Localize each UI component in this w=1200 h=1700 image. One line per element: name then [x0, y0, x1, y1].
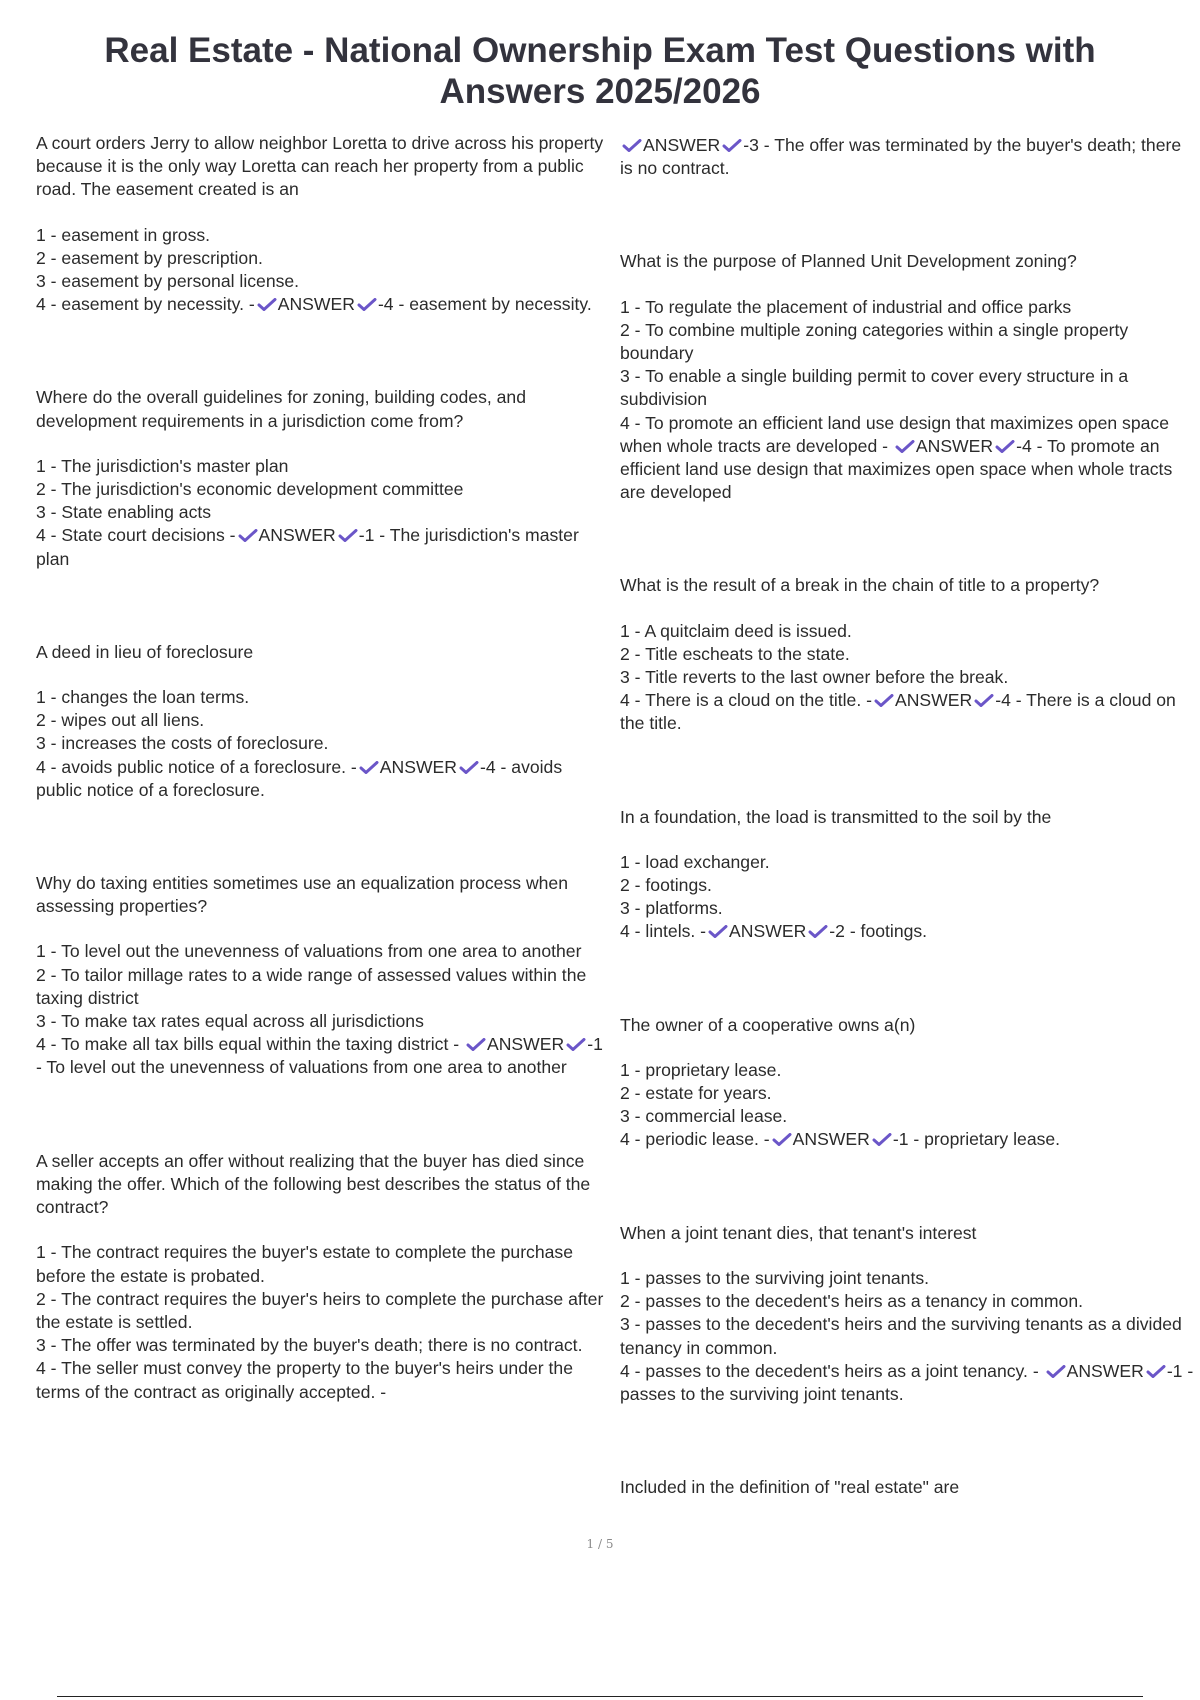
option: 2 - To tailor millage rates to a wide range of assessed values within the taxing district	[36, 964, 587, 1008]
option-with-answer	[620, 689, 1194, 735]
answer-label: ANSWER	[258, 525, 336, 546]
option: 2 - estate for years.	[620, 1083, 772, 1104]
answer-label: ANSWER	[894, 690, 973, 711]
answer-text: -1 - proprietary lease.	[892, 1129, 1061, 1150]
option: 3 - The offer was terminated by the buyer's death; there is no contract.	[36, 1335, 583, 1356]
answer-options	[620, 296, 1194, 505]
checkmark-icon	[466, 1038, 486, 1051]
right-column	[620, 132, 1194, 1499]
answer-text: -2 - footings.	[829, 921, 928, 942]
option: 1 - The contract requires the buyer's estate to complete the purchase before the estate is probated.	[36, 1242, 574, 1286]
answer-label: ANSWER	[915, 435, 994, 456]
option: 1 - easement in gross.	[36, 224, 211, 245]
option: 3 - easement by personal license.	[36, 271, 300, 292]
option: 4 - lintels. -	[620, 921, 707, 942]
answer-options	[620, 851, 1194, 944]
option: 2 - To combine multiple zoning categories within a single property boundary	[620, 319, 1129, 364]
option: 3 - commercial lease.	[620, 1106, 788, 1127]
answer-label: ANSWER	[792, 1129, 870, 1150]
answer-text: -1 - passes to the surviving joint tenants.	[620, 1360, 1194, 1404]
option-with-answer	[36, 1033, 610, 1079]
answer-text: -4 - easement by necessity.	[377, 294, 592, 315]
question-block	[36, 872, 610, 1080]
answer-label: ANSWER	[643, 135, 721, 155]
checkmark-icon	[974, 694, 994, 707]
checkmark-icon	[895, 440, 915, 453]
option: 3 - State enabling acts	[36, 502, 212, 523]
checkmark-icon	[722, 139, 742, 152]
footer-divider	[57, 1696, 1143, 1697]
checkmark-icon	[1046, 1365, 1066, 1378]
checkmark-icon	[622, 139, 642, 152]
checkmark-icon	[1146, 1365, 1166, 1378]
option-with-answer	[620, 134, 1194, 180]
option: 3 - To make tax rates equal across all jurisdictions	[36, 1011, 424, 1032]
option: 4 - avoids public notice of a foreclosure. -	[36, 756, 357, 777]
question-block	[36, 386, 610, 570]
option: 4 - easement by necessity. -	[36, 294, 255, 315]
checkmark-icon	[257, 298, 277, 311]
checkmark-icon	[459, 761, 479, 774]
answer-text: -4 - avoids public notice of a foreclosure.	[36, 756, 563, 800]
answer-options	[620, 1059, 1194, 1152]
question-text: Why do taxing entities sometimes use an equalization process when assessing properties?	[36, 873, 569, 917]
document-title: Real Estate - National Ownership Exam Test Questions with Answers 2025/2026	[104, 31, 1096, 111]
option: 1 - passes to the surviving joint tenants.	[620, 1267, 930, 1288]
answer-options	[36, 686, 610, 802]
answer-options	[620, 620, 1194, 736]
question-text: In a foundation, the load is transmitted to the soil by the	[620, 806, 1052, 827]
checkmark-icon	[808, 925, 828, 938]
answer-label: ANSWER	[729, 921, 807, 942]
question-text: The owner of a cooperative owns a(n)	[620, 1014, 916, 1035]
option: 2 - wipes out all liens.	[36, 710, 205, 731]
option: 2 - The jurisdiction's economic development committee	[36, 479, 464, 500]
checkmark-icon	[359, 761, 379, 774]
answer-text: -3 - The offer was terminated by the buyer's death; there is no contract.	[620, 135, 1182, 179]
checkmark-icon	[874, 694, 894, 707]
option: 1 - The jurisdiction's master plan	[36, 455, 289, 476]
question-text: A deed in lieu of foreclosure	[36, 641, 254, 662]
answer-options	[620, 1267, 1194, 1406]
question-text: A court orders Jerry to allow neighbor Loretta to drive across his property because it is the only way Loretta can reach her property from a public road. The easement created is an	[36, 133, 604, 200]
option: 3 - increases the costs of foreclosure.	[36, 733, 329, 754]
option: 1 - To regulate the placement of industrial and office parks	[620, 296, 1072, 317]
option: 2 - The contract requires the buyer's heirs to complete the purchase after the estate is settled.	[36, 1288, 604, 1332]
question-text: Where do the overall guidelines for zoning, building codes, and development requirements in a jurisdiction come from?	[36, 387, 527, 431]
answer-options	[36, 940, 610, 1079]
answer-text: -4 - To promote an efficient land use design that maximizes open space when whole tracts are developed	[620, 435, 1173, 503]
option: 3 - Title reverts to the last owner before the break.	[620, 667, 1009, 688]
page-number: 1 / 5	[586, 1537, 614, 1551]
question-block	[620, 1014, 1194, 1152]
option: 4 - To make all tax bills equal within the taxing district -	[36, 1034, 460, 1055]
answer-label: ANSWER	[277, 294, 355, 315]
question-block	[620, 1476, 1194, 1499]
option: 2 - easement by prescription.	[36, 247, 263, 268]
question-block	[620, 574, 1194, 735]
option: 4 - To promote an efficient land use design that maximizes open space when whole tracts are developed -	[620, 412, 1169, 456]
option-with-answer	[620, 412, 1194, 505]
answer-label: ANSWER	[486, 1034, 565, 1055]
checkmark-icon	[566, 1038, 586, 1051]
question-block	[620, 806, 1194, 944]
left-column	[36, 132, 610, 1404]
option: 2 - Title escheats to the state.	[620, 643, 850, 664]
answer-options	[36, 455, 610, 571]
option: 4 - The seller must convey the property to the buyer's heirs under the terms of the contract as originally accepted. -	[36, 1358, 573, 1402]
question-text: When a joint tenant dies, that tenant's interest	[620, 1222, 977, 1243]
question-text: A seller accepts an offer without realizing that the buyer has died since making the offer. Which of the following best describes the status of the contract?	[36, 1150, 591, 1218]
checkmark-icon	[708, 925, 728, 938]
answer-options	[36, 224, 610, 317]
option: 2 - footings.	[620, 875, 712, 896]
option-with-answer	[36, 524, 610, 570]
option-with-answer	[620, 1360, 1194, 1406]
option: 1 - changes the loan terms.	[36, 687, 250, 708]
option: 3 - To enable a single building permit to cover every structure in a subdivision	[620, 366, 1129, 410]
option: 1 - load exchanger.	[620, 851, 770, 872]
checkmark-icon	[357, 298, 377, 311]
option: 4 - passes to the decedent's heirs as a joint tenancy. -	[620, 1360, 1039, 1381]
option: 2 - passes to the decedent's heirs as a tenancy in common.	[620, 1291, 1084, 1312]
answer-label: ANSWER	[1066, 1360, 1144, 1381]
checkmark-icon	[238, 529, 258, 542]
option: 4 - There is a cloud on the title. -	[620, 690, 872, 711]
option-with-answer	[36, 293, 610, 316]
option: 1 - proprietary lease.	[620, 1059, 782, 1080]
answer-text: -4 - There is a cloud on the title.	[620, 690, 1176, 734]
option: 1 - A quitclaim deed is issued.	[620, 620, 852, 641]
option: 4 - periodic lease. -	[620, 1129, 770, 1150]
answer-text: -1 - To level out the unevenness of valuations from one area to another	[36, 1034, 603, 1078]
question-text: What is the result of a break in the chain of title to a property?	[620, 575, 1100, 596]
checkmark-icon	[338, 529, 358, 542]
option: 1 - To level out the unevenness of valuations from one area to another	[36, 941, 582, 962]
answer-text: -1 - The jurisdiction's master plan	[36, 525, 579, 569]
option-with-answer	[620, 920, 1194, 943]
question-text: Included in the definition of "real estate" are	[620, 1477, 960, 1498]
question-text: What is the purpose of Planned Unit Development zoning?	[620, 251, 1077, 272]
option: 3 - passes to the decedent's heirs and the surviving tenants as a divided tenancy in common.	[620, 1314, 1182, 1358]
question-block	[36, 1150, 610, 1404]
answer-options	[36, 1241, 610, 1403]
option: 3 - platforms.	[620, 898, 723, 919]
question-block	[620, 250, 1194, 504]
checkmark-icon	[995, 440, 1015, 453]
question-block	[36, 641, 610, 802]
question-block	[620, 1222, 1194, 1406]
option-with-answer	[36, 756, 610, 802]
option-with-answer	[620, 1128, 1194, 1151]
option: 4 - State court decisions -	[36, 525, 236, 546]
checkmark-icon	[772, 1133, 792, 1146]
question-block	[36, 132, 610, 316]
checkmark-icon	[872, 1133, 892, 1146]
answer-continuation	[620, 134, 1194, 180]
answer-label: ANSWER	[379, 756, 457, 777]
